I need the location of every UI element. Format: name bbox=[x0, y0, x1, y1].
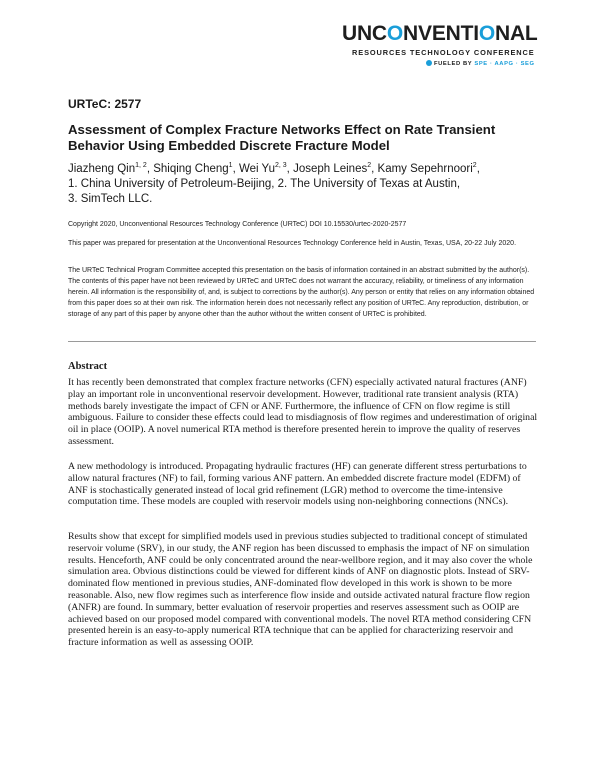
author-block bbox=[68, 162, 538, 207]
dot-icon bbox=[426, 60, 432, 66]
logo-fueled-by: FUELED BY bbox=[434, 61, 475, 67]
author-affiliation-mark: 2, 3 bbox=[274, 162, 287, 170]
paper-id: URTeC: 2577 bbox=[68, 97, 142, 111]
logo-sponsors bbox=[426, 60, 535, 67]
abstract-heading: Abstract bbox=[68, 361, 108, 372]
logo-drop-letter: O bbox=[478, 22, 495, 45]
logo-wordmark-part: NAL bbox=[495, 22, 538, 45]
author-affiliation-mark: 2 bbox=[367, 162, 372, 170]
author-separator: , bbox=[232, 163, 239, 175]
logo-wordmark-part: NVENTI bbox=[403, 22, 479, 45]
author-separator: , bbox=[371, 163, 378, 175]
section-divider bbox=[68, 341, 536, 342]
abstract-paragraph: Results show that except for simplified models used in previous studies subjected to traditional concept of stimulated reservoir volume (SRV), in our study, the ANF region has been discussed to emphasis the impact of NF on simulation results. Henceforth, ANF could be only concentrated around the near-wellbore region, and it may also cover the whole simulation area. Obvious distinctions could be viewed for different kinds of ANF on diagnostic plots. Instead of SRV-dominated flow mentioned in previous studies, ANF-dominated flow developed in this work is shown to be more reasonable. Also, new flow regimes such as interference flow inside and outside activated natural fracture flow region (ANFR) are found. In summary, better evaluation of reservoir properties and reserves assessment such as OOIP are achieved based on our proposed model compared with conventional models. The novel RTA method considering CFN presented herein is an easy-to-apply numerical RTA technique that can be applied for characterizing reservoir and fracture information as well as assessing OOIP. bbox=[68, 531, 533, 649]
author-separator: , bbox=[146, 163, 154, 175]
author-name: Wei Yu bbox=[238, 163, 275, 175]
author-affiliation-mark: 1 bbox=[228, 162, 233, 170]
logo-sponsor-orgs: SPE · AAPG · SEG bbox=[474, 61, 535, 67]
copyright-notice: Copyright 2020, Unconventional Resources Technology Conference (URTeC) DOI 10.15530/urtec-2020-2577 bbox=[68, 221, 407, 228]
title-line: Behavior Using Embedded Discrete Fracture Model bbox=[68, 138, 390, 153]
presentation-notice: This paper was prepared for presentation at the Unconventional Resources Technology Conference held in Austin, Texas, USA, 20-22 July 2020. bbox=[68, 240, 517, 247]
author-separator: , bbox=[476, 163, 480, 175]
author-affiliation-mark: 1, 2 bbox=[135, 162, 147, 170]
author bbox=[293, 163, 377, 175]
conference-logo bbox=[338, 20, 586, 70]
logo-drop-letter: O bbox=[386, 22, 404, 45]
affiliation-line: 3. SimTech LLC. bbox=[68, 193, 153, 205]
affiliation-line: 1. China University of Petroleum-Beijing, 2. The University of Texas at Austin, bbox=[68, 178, 461, 190]
author-name: Kamy Sepehrnoori bbox=[377, 163, 473, 175]
author-affiliation-mark: 2 bbox=[472, 162, 477, 170]
logo-wordmark bbox=[342, 22, 582, 46]
logo-subtitle: RESOURCES TECHNOLOGY CONFERENCE bbox=[352, 48, 535, 57]
abstract-paragraph: A new methodology is introduced. Propagating hydraulic fractures (HF) can generate different stress perturbations to allow natural fractures (NF) to fail, forming various ANF pattern. An embedded discrete fracture model (EDFM) of ANF is stochastically generated instead of local grid refinement (LGR) method to overcome the time-intensive computation time. These models are coupled with reservoir models using non-neighboring connections (NNCs). bbox=[68, 461, 527, 508]
author bbox=[68, 163, 153, 175]
paper-title bbox=[68, 122, 538, 154]
abstract-paragraph: It has recently been demonstrated that complex fracture networks (CFN) especially activated natural fractures (ANF) play an important role in unconventional reservoir development. However, traditional rate transient analysis (RTA) methods barely investigate the impact of CFN or ANF. Furthermore, the influence of CFN on flow regime is still ambiguous. Failure to consider these effects could lead to misdiagnosis of flow regimes and underestimation of original oil in place (OOIP). A novel numerical RTA method is therefore presented herein to improve the quality of reserves assessment. bbox=[68, 377, 538, 447]
author bbox=[378, 163, 480, 175]
title-line: Assessment of Complex Fracture Networks Effect on Rate Transient bbox=[68, 122, 496, 137]
author bbox=[153, 163, 239, 175]
author bbox=[239, 163, 293, 175]
author-name: Joseph Leines bbox=[293, 163, 368, 175]
author-name: Shiqing Cheng bbox=[153, 163, 229, 175]
author-list bbox=[68, 162, 538, 177]
logo-wordmark-part: UNC bbox=[342, 22, 387, 45]
author-name: Jiazheng Qin bbox=[68, 163, 136, 175]
author-separator: , bbox=[286, 163, 294, 175]
committee-disclaimer: The URTeC Technical Program Committee accepted this presentation on the basis of information contained in an abstract submitted by the author(s). The contents of this paper have not been reviewed by URTeC and URTeC does not warrant the accuracy, reliability, or timeliness of any information herein. All information is the responsibility of, and, is subject to corrections by the author(s). Any person or entity that relies on any information obtained from this paper does so at their own risk. The information herein does not necessarily reflect any position of URTeC. Any reproduction, distribution, or storage of any part of this paper by anyone other than the author without the written consent of URTeC is prohibited. bbox=[68, 267, 535, 318]
